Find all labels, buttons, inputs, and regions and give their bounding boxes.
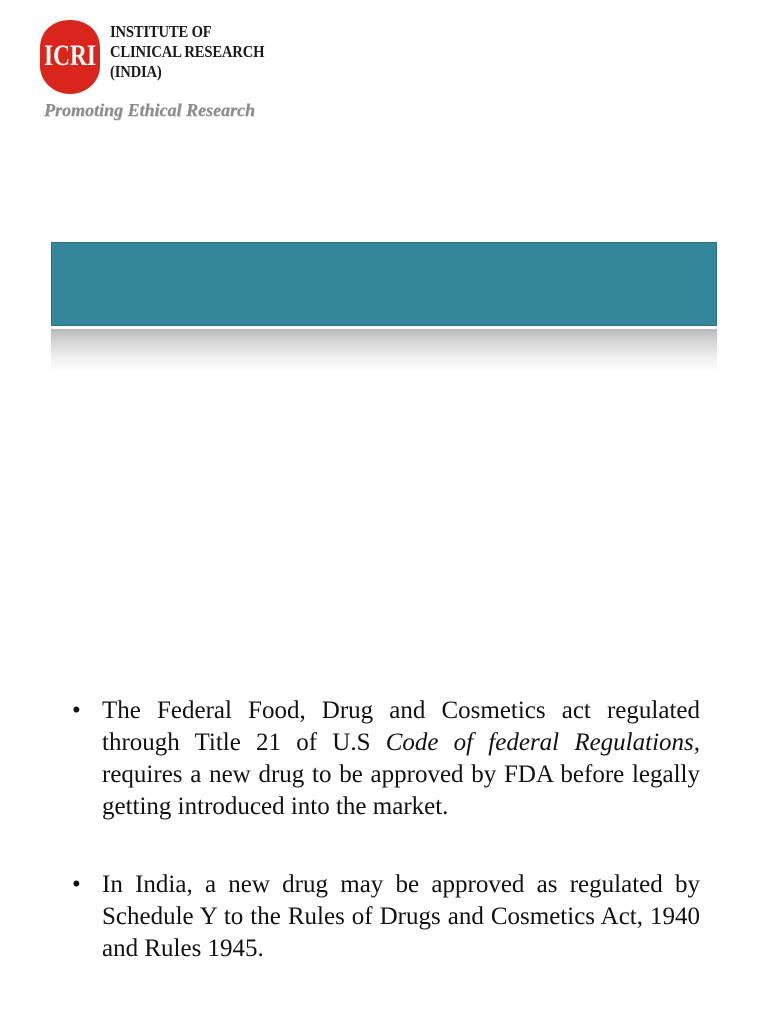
banner-reflection <box>51 329 717 371</box>
bullet-text-part: The Federal Food, Drug and Cosmetics act regulated through Title 21 of U.S <box>102 697 700 756</box>
logo-line-1: INSTITUTE OF <box>110 22 212 41</box>
logo-tagline: Promoting Ethical Research <box>44 100 256 120</box>
logo-wordmark <box>110 22 282 82</box>
logo-line-2: CLINICAL RESEARCH <box>110 42 265 61</box>
bullet-dot: • <box>72 871 81 898</box>
icri-logo <box>38 16 308 126</box>
bullet-list <box>70 695 700 965</box>
svg-text:ICRI: ICRI <box>44 39 96 72</box>
bullet-text-part-italic: Code of federal Regulations, <box>385 729 700 756</box>
bullet-item-fda <box>70 695 700 823</box>
bullet-dot: • <box>72 697 81 724</box>
bullet-text-part: requires a new drug to be approved by FDA before legally getting introduced into the market. <box>102 761 700 820</box>
icri-shield-logo-icon <box>38 18 102 96</box>
slide-title-banner <box>51 242 717 326</box>
logo-line-3: (INDIA) <box>110 62 162 81</box>
bullet-item-india <box>70 869 700 965</box>
bullet-text-part: In India, a new drug may be approved as regulated by Schedule Y to the Rules of Drugs and Cosmetics Act, 1940 and Rules 1945. <box>102 871 700 962</box>
